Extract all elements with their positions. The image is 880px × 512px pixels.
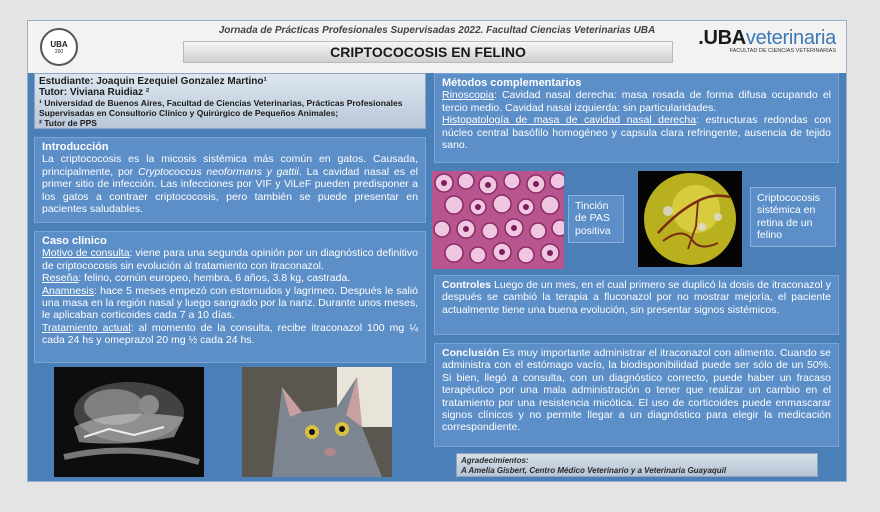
uba-logo-sub: 200 bbox=[54, 48, 64, 55]
brand-sub: FACULTAD DE CIENCIAS VETERINARIAS bbox=[729, 48, 836, 54]
conclusion-box bbox=[434, 343, 839, 447]
histo-text: : estructuras redondas con núcleo central basófilo homogéneo y capsula clara refringente, ausencia de tejido sano. bbox=[442, 114, 832, 152]
ack-title: Agradecimientos: bbox=[461, 456, 529, 465]
intro-text-a: La criptococosis es la micosis sistémica más común en gatos. Causada, principalmente, por bbox=[42, 153, 418, 178]
uba-veterinaria-logo bbox=[698, 27, 836, 54]
poster-header bbox=[28, 21, 846, 73]
metodos-box bbox=[434, 73, 839, 163]
pas-caption bbox=[568, 195, 624, 243]
intro-box bbox=[34, 137, 426, 223]
anamnesis-label: Anamnesis bbox=[42, 284, 94, 297]
poster bbox=[27, 20, 847, 482]
student-info bbox=[34, 73, 426, 129]
caso-heading: Caso clínico bbox=[42, 235, 107, 247]
histo-label: Histopatología de masa de cavidad nasal derecha bbox=[442, 114, 697, 127]
poster-title: CRIPTOCOCOSIS EN FELINO bbox=[330, 44, 526, 60]
brand-uba: .UBA bbox=[698, 27, 746, 49]
tratamiento-label: Tratamiento actual bbox=[42, 321, 131, 334]
conclusion-label: Conclusión bbox=[442, 347, 500, 359]
tratamiento-text: : al momento de la consulta, recibe itraconazol 100 mg ¼ cada 24 hs y omeprazol 20 mg ½ cada 24 hs. bbox=[42, 321, 418, 347]
brand-vet: veterinaria bbox=[745, 27, 836, 49]
retina-caption bbox=[750, 187, 836, 247]
student-name: Estudiante: Joaquin Ezequiel Gonzalez Martino¹ bbox=[39, 76, 267, 87]
anamnesis-text: : hace 5 meses empezó con estornudos y lagrimeo. Después le salió una masa en la región nasal y luego sangrado por la nariz. Durante unos meses, le aplicaban corticoides cada 7 a 10 días. bbox=[42, 284, 418, 322]
motivo-label: Motivo de consulta bbox=[42, 247, 130, 260]
tutor-name: Tutor: Viviana Ruidiaz ² bbox=[39, 87, 150, 98]
poster-title-bar bbox=[183, 41, 673, 63]
affiliation: ¹ Universidad de Buenos Aires, Facultad de Ciencias Veterinarias, Prácticas Profesionales Supervisadas en Consultorio Clínico y Quirúrgico de Pequeños Animales; bbox=[39, 98, 403, 118]
rinoscopia-text: : Cavidad nasal derecha: masa rosada de forma difusa ocupando el tercio medio. Cavidad nasal izquierda: sin particularidades. bbox=[442, 89, 831, 114]
resena-label: Reseña bbox=[42, 272, 79, 285]
cat-photo bbox=[242, 367, 392, 477]
rinoscopia-label: Rinoscopia bbox=[442, 89, 494, 102]
controles-box bbox=[434, 275, 839, 335]
caso-box bbox=[34, 231, 426, 363]
metodos-heading: Métodos complementarios bbox=[442, 77, 582, 89]
intro-text-b: . La cavidad nasal es el primer sitio de infección. Las infecciones por VIF y ViLeF pueden predisponer a los gatos a contraer criptococosis, pero también se puede presentar en pacientes saludables. bbox=[42, 165, 418, 216]
conclusion-text: Es muy importante administrar el itraconazol con alimento. Cuando se administra con el estómago vacío, la biodisponibilidad puede ser sólo de un 50%. Si bien, llegó a consulta, con un diagnóstico correcto, puede haber un fracaso terapéutico por una mala administración o tener que realizar un cambio en el tratamiento por una resistencia micótica. El uso de corticoides puede enmascarar signos clínicos y no permite llegar a un diagnóstico para elegir la medicación correspondiente. bbox=[442, 347, 831, 434]
motivo-text: : viene para una segunda opinión por un diagnóstico definitivo de criptococosis sin evolución al tratamiento con itraconazol. bbox=[42, 247, 418, 272]
retina-caption-text: Criptococosis sistémica en retina de un felino bbox=[757, 192, 821, 242]
controles-text: Luego de un mes, en el cual primero se duplicó la dosis de itraconazol y después se cambió la terapia a fluconazol por no mostrar mejoría, el paciente actualmente tiene una buena evolución, sin presentar signos sistémicos. bbox=[442, 279, 831, 316]
tutor-note: ² Tutor de PPS bbox=[39, 118, 97, 128]
retina-image bbox=[638, 171, 742, 267]
acknowledgements bbox=[456, 453, 818, 477]
ack-text: A Amelia Gisbert, Centro Médico Veterinario y a Veterinaria Guayaquil bbox=[461, 465, 727, 475]
intro-heading: Introducción bbox=[42, 141, 109, 153]
event-title: Jornada de Prácticas Profesionales Supervisadas 2022. Facultad Ciencias Veterinarias UBA bbox=[218, 25, 656, 36]
xray-image bbox=[54, 367, 204, 477]
pas-caption-text: Tinción de PAS positiva bbox=[575, 200, 611, 237]
resena-text: : felino, común europeo, hembra, 6 años, 3.8 kg, castrada. bbox=[78, 272, 351, 285]
intro-species: Cryptococcus neoformans y gattii bbox=[137, 165, 299, 178]
pas-histology-image bbox=[432, 171, 564, 269]
controles-label: Controles bbox=[442, 279, 492, 291]
uba-logo-text: UBA bbox=[50, 39, 68, 49]
